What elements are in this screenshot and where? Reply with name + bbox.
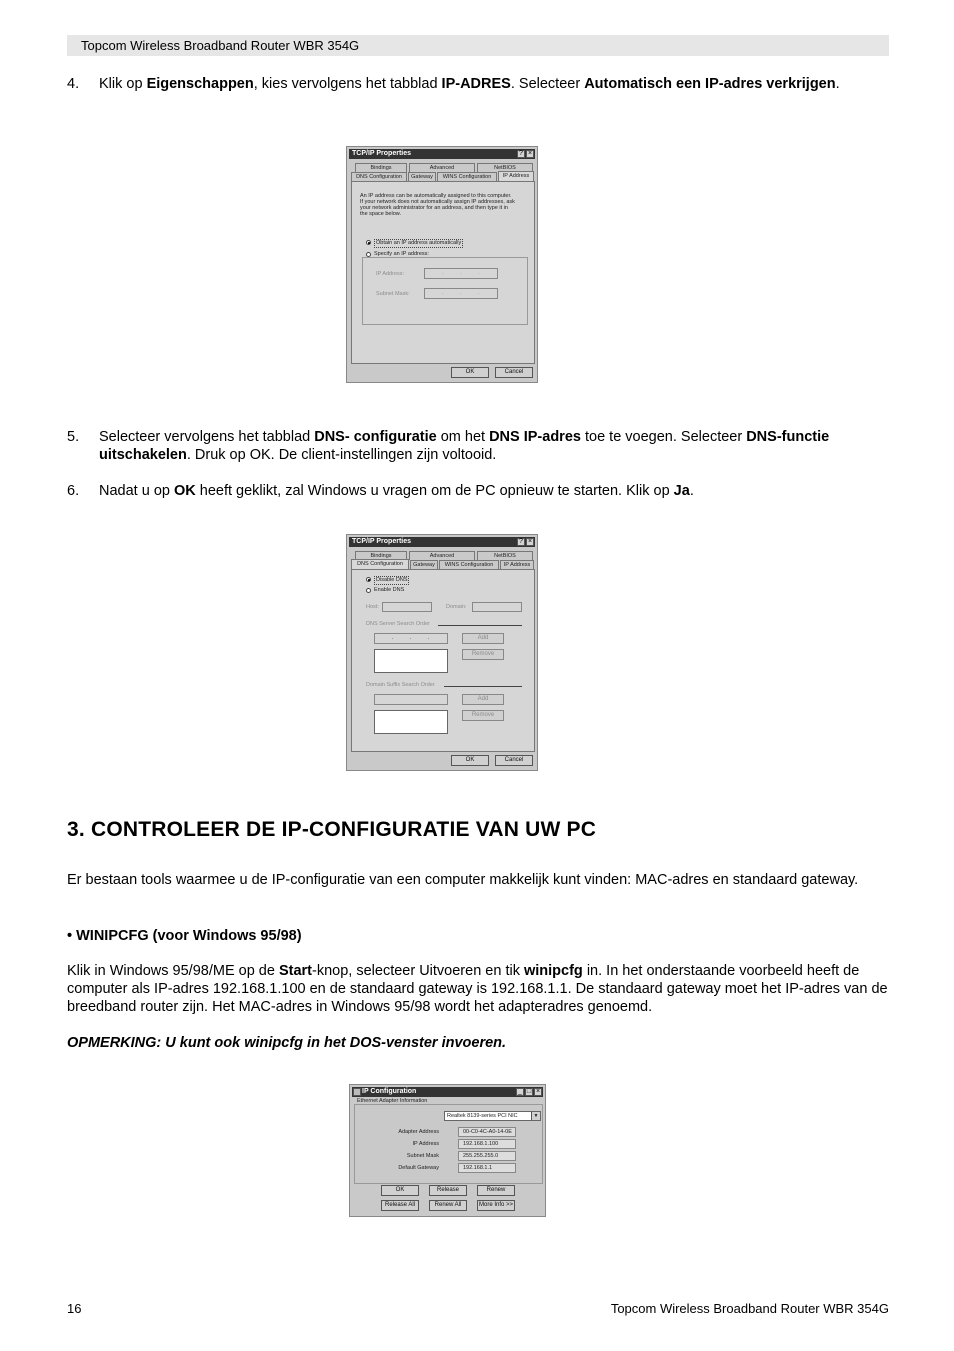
- divider: [438, 625, 522, 626]
- adapter-select-value: Realtek 8139-series PCI NIC: [447, 1113, 518, 1119]
- step-4-text: Klik op Eigenschappen, kies vervolgens het tabblad IP-ADRES. Selecteer Automatisch een IP-adres verkrijgen.: [99, 76, 840, 92]
- header-bar: [67, 35, 889, 56]
- dialog-title: IP Configuration: [362, 1088, 417, 1095]
- radio-enable-dns-label: Enable DNS: [374, 587, 405, 593]
- dns-server-field[interactable]: . . .: [374, 633, 448, 644]
- radio-specify-ip-label: Specify an IP address:: [374, 251, 429, 257]
- cancel-button[interactable]: Cancel: [495, 755, 533, 766]
- radio-obtain-auto[interactable]: [366, 240, 371, 245]
- subnet-mask-label: Subnet Mask:: [376, 291, 410, 297]
- winipcfg-subheading: • WINIPCFG (voor Windows 95/98): [67, 928, 302, 944]
- tab-bindings[interactable]: Bindings: [355, 163, 407, 172]
- step-6-text: Nadat u op OK heeft geklikt, zal Windows u vragen om de PC opnieuw te starten. Klik op Ja.: [99, 483, 694, 499]
- page-number: 16: [67, 1301, 82, 1316]
- section-3-heading: 3. CONTROLEER DE IP-CONFIGURATIE VAN UW PC: [67, 818, 597, 841]
- step-6-number: 6.: [67, 483, 80, 499]
- tab-wins-configuration[interactable]: WINS Configuration: [437, 172, 497, 181]
- note-text: OPMERKING: U kunt ook winipcfg in het DOS-venster invoeren.: [67, 1035, 507, 1051]
- radio-enable-dns[interactable]: [366, 588, 371, 593]
- help-icon[interactable]: ?: [517, 150, 525, 158]
- domain-label: Domain:: [446, 604, 467, 610]
- description-line: your network administrator for an address, and then type it in: [360, 205, 508, 211]
- suffix-order-label: Domain Suffix Search Order: [366, 682, 435, 688]
- tab-netbios[interactable]: NetBIOS: [477, 163, 533, 172]
- tcpip-properties-dns-dialog: [346, 534, 538, 771]
- close-icon[interactable]: ×: [527, 150, 533, 157]
- tcpip-properties-ip-dialog: [346, 146, 538, 383]
- description-line: An IP address can be automatically assigned to this computer.: [360, 193, 512, 199]
- adapter-select[interactable]: [444, 1111, 541, 1121]
- help-icon[interactable]: ?: [517, 538, 525, 546]
- radio-disable-dns-label: Disable DNS: [376, 577, 408, 583]
- ip-address-field: 192.168.1.100: [458, 1139, 516, 1149]
- description-line: If your network does not automatically assign IP addresses, ask: [360, 199, 515, 205]
- dialog-title: TCP/IP Properties: [352, 538, 412, 545]
- tab-dns-configuration[interactable]: DNS Configuration: [351, 559, 409, 569]
- adapter-address-field: 00-C0-4C-A0-14-0E: [458, 1127, 516, 1137]
- subnet-mask-field[interactable]: . . .: [424, 288, 498, 299]
- footer-title: Topcom Wireless Broadband Router WBR 354G: [610, 1301, 889, 1316]
- release-button[interactable]: Release: [429, 1185, 467, 1196]
- host-field[interactable]: [382, 602, 432, 612]
- renew-all-button[interactable]: Renew All: [429, 1200, 467, 1211]
- domain-field[interactable]: [472, 602, 522, 612]
- adapter-address-label: Adapter Address: [398, 1129, 439, 1135]
- tab-gateway[interactable]: Gateway: [408, 172, 436, 181]
- dialog-title-bar: [352, 1087, 543, 1097]
- radio-obtain-auto-label: Obtain an IP address automatically: [376, 240, 462, 246]
- step-4-number: 4.: [67, 76, 80, 92]
- domain-suffix-list[interactable]: [374, 710, 448, 734]
- suffix-remove-button[interactable]: Remove: [462, 710, 504, 721]
- tab-bindings[interactable]: Bindings: [355, 551, 407, 560]
- dialog-title: TCP/IP Properties: [352, 150, 412, 157]
- release-all-button[interactable]: Release All: [381, 1200, 419, 1211]
- step-5-text: Selecteer vervolgens het tabblad DNS- configuratie om het DNS IP-adres toe te voegen. Selecteer DNS-functie uitschakelen. Druk op OK. De client-instellingen zijn voltooid.: [99, 429, 830, 463]
- subnet-mask-label: Subnet Mask: [406, 1153, 439, 1159]
- tab-advanced[interactable]: Advanced: [409, 163, 475, 172]
- dns-remove-button[interactable]: Remove: [462, 649, 504, 660]
- tab-ip-address[interactable]: IP Address: [500, 560, 534, 569]
- chevron-down-icon[interactable]: ▼: [531, 1112, 540, 1120]
- ip-address-label: IP Address:: [376, 271, 405, 277]
- ok-button[interactable]: OK: [451, 367, 489, 378]
- radio-disable-dns[interactable]: [366, 577, 371, 582]
- tab-dns-configuration[interactable]: DNS Configuration: [351, 172, 407, 181]
- close-icon[interactable]: ×: [527, 538, 533, 545]
- tab-advanced[interactable]: Advanced: [409, 551, 475, 560]
- dialog-title-bar: [349, 149, 535, 159]
- ip-configuration-dialog: [349, 1084, 546, 1217]
- ok-button[interactable]: OK: [451, 755, 489, 766]
- tab-wins-configuration[interactable]: WINS Configuration: [439, 560, 499, 569]
- default-gateway-field: 192.168.1.1: [458, 1163, 516, 1173]
- dns-server-list[interactable]: [374, 649, 448, 673]
- tab-ip-address[interactable]: IP Address: [498, 171, 534, 181]
- dns-order-label: DNS Server Search Order: [366, 621, 430, 627]
- host-label: Host:: [366, 604, 379, 610]
- cancel-button[interactable]: Cancel: [495, 367, 533, 378]
- tab-netbios[interactable]: NetBIOS: [477, 551, 533, 560]
- suffix-add-button[interactable]: Add: [462, 694, 504, 705]
- dns-add-button[interactable]: Add: [462, 633, 504, 644]
- description-line: the space below.: [360, 211, 401, 217]
- subnet-mask-field: 255.255.255.0: [458, 1151, 516, 1161]
- tab-panel: [351, 181, 535, 364]
- maximize-icon[interactable]: □: [526, 1088, 532, 1095]
- divider: [444, 686, 522, 687]
- ip-address-label: IP Address: [412, 1141, 439, 1147]
- dialog-title-bar: [349, 537, 535, 547]
- ok-button[interactable]: OK: [381, 1185, 419, 1196]
- default-gateway-label: Default Gateway: [398, 1165, 439, 1171]
- domain-suffix-field[interactable]: [374, 694, 448, 705]
- app-icon: [353, 1088, 361, 1096]
- minimize-icon[interactable]: _: [516, 1088, 524, 1096]
- tab-gateway[interactable]: Gateway: [410, 560, 438, 569]
- more-info-button[interactable]: More Info >>: [477, 1200, 515, 1211]
- renew-button[interactable]: Renew: [477, 1185, 515, 1196]
- close-icon[interactable]: ×: [535, 1088, 541, 1095]
- section-3-intro: Er bestaan tools waarmee u de IP-configuratie van een computer makkelijk kunt vinden: MAC-adres en standaard gateway.: [67, 872, 859, 888]
- group-label: Ethernet Adapter Information: [357, 1098, 428, 1104]
- winipcfg-paragraph: Klik in Windows 95/98/ME op de Start-knop, selecteer Uitvoeren en tik winipcfg in. In het onderstaande voorbeeld heeft de computer als IP-adres 192.168.1.100 en de standaard gateway is 192.168.1.1. De standaard gateway moet het IP-adres van de breedband router zijn. Het MAC-adres in Windows 95/98 wordt het adapteradres genoemd.: [67, 963, 888, 1015]
- ip-address-field[interactable]: . . .: [424, 268, 498, 279]
- tab-panel: [351, 569, 535, 752]
- step-5-number: 5.: [67, 429, 80, 445]
- header-title: Topcom Wireless Broadband Router WBR 354G: [81, 38, 360, 53]
